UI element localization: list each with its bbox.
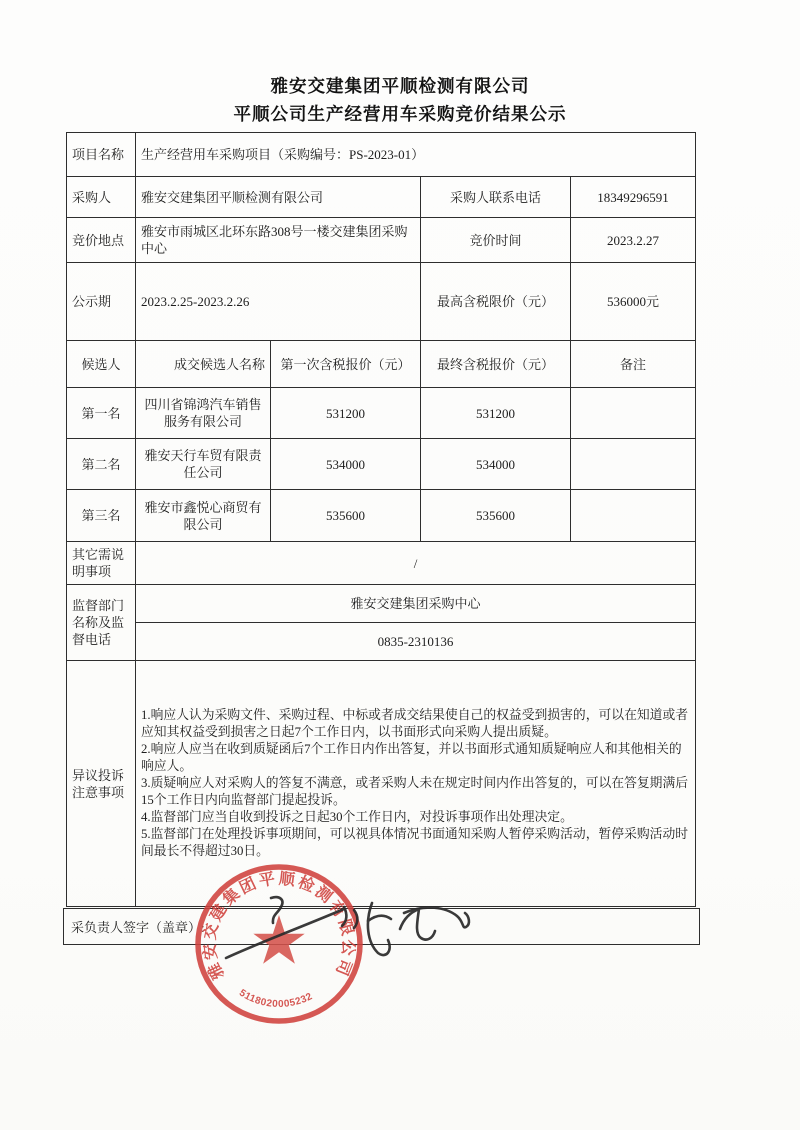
project-name-value: 生产经营用车采购项目（采购编号：PS-2023-01） [136,133,696,177]
complaint-item-3: 3.质疑响应人对采购人的答复不满意，或者采购人未在规定时间内作出答复的，可以在答复期满后15个工作日内向监督部门提起投诉。 [141,776,689,807]
title-line-1: 雅安交建集团平顺检测有限公司 [270,76,530,96]
other-notes-value: / [136,542,696,585]
bidding-place-label: 竞价地点 [67,218,136,263]
candidate-3-first-bid: 535600 [271,490,421,542]
publicity-period-value: 2023.2.25-2023.2.26 [136,263,421,341]
candidate-3-remark [571,490,696,542]
header-candidate-name: 成交候选人名称 [136,341,271,388]
result-table [66,132,696,907]
rank-1: 第一名 [67,388,136,439]
table-row [67,218,696,263]
header-first-bid: 第一次含税报价（元） [271,341,421,388]
bidding-time-label: 竞价时间 [421,218,571,263]
purchaser-label: 采购人 [67,177,136,218]
complaint-content [136,661,696,907]
rank-2: 第二名 [67,439,136,490]
candidate-1-name: 四川省锦鸿汽车销售服务有限公司 [136,388,271,439]
complaint-item-1: 1.响应人认为采购文件、采购过程、中标或者成交结果使自己的权益受到损害的，可以在知道或者应知其权益受到损害之日起7个工作日内，以书面形式向采购人提出质疑。 [141,708,689,739]
candidate-row-3 [67,490,696,542]
header-rank: 候选人 [67,341,136,388]
table-row [67,177,696,218]
candidate-row-1 [67,388,696,439]
purchaser-phone-label: 采购人联系电话 [421,177,571,218]
candidate-row-2 [67,439,696,490]
title-line-2: 平顺公司生产经营用车采购竞价结果公示 [233,104,567,124]
candidate-1-final-bid: 531200 [421,388,571,439]
seal-serial-text: 5118020005232 [236,987,315,1011]
supervision-phone-value: 0835-2310136 [136,623,696,661]
candidate-1-first-bid: 531200 [271,388,421,439]
other-notes-label: 其它需说明事项 [67,542,136,585]
bidding-place-value: 雅安市雨城区北环东路308号一楼交建集团采购中心 [136,218,421,263]
supervision-dept-row [67,585,696,623]
purchaser-phone-value: 18349296591 [571,177,696,218]
project-name-label: 项目名称 [67,133,136,177]
candidate-2-first-bid: 534000 [271,439,421,490]
candidate-3-final-bid: 535600 [421,490,571,542]
signature-label: 采负责人签字（盖章）: [71,920,205,935]
candidate-2-name: 雅安天行车贸有限责任公司 [136,439,271,490]
seal-company-text: 雅安交建集团平顺检测有限公司 [201,870,357,982]
bidding-time-value: 2023.2.27 [571,218,696,263]
rank-3: 第三名 [67,490,136,542]
supervision-dept-value: 雅安交建集团采购中心 [136,585,696,623]
complaint-row [67,661,696,907]
candidate-2-remark [571,439,696,490]
document-title [0,72,800,128]
supervision-phone-row [67,623,696,661]
complaint-item-5: 5.监督部门在处理投诉事项期间，可以视具体情况书面通知采购人暂停采购活动，暂停采购活动时间最长不得超过30日。 [141,827,689,858]
candidate-1-remark [571,388,696,439]
candidate-2-final-bid: 534000 [421,439,571,490]
max-price-value: 536000元 [571,263,696,341]
supervision-label: 监督部门名称及监督电话 [67,585,136,661]
max-price-label: 最高含税限价（元） [421,263,571,341]
complaint-label: 异议投诉注意事项 [67,661,136,907]
candidates-header-row [67,341,696,388]
other-notes-row [67,542,696,585]
complaint-item-4: 4.监督部门应当自收到投诉之日起30个工作日内，对投诉事项作出处理决定。 [141,810,573,824]
table-row [67,263,696,341]
header-final-bid: 最终含税报价（元） [421,341,571,388]
header-remark: 备注 [571,341,696,388]
publicity-period-label: 公示期 [67,263,136,341]
table-row [67,133,696,177]
candidate-3-name: 雅安市鑫悦心商贸有限公司 [136,490,271,542]
signature-row [63,908,700,945]
complaint-item-2: 2.响应人应当在收到质疑函后7个工作日内作出答复，并以书面形式通知质疑响应人和其他相关的响应人。 [141,742,682,773]
purchaser-value: 雅安交建集团平顺检测有限公司 [136,177,421,218]
